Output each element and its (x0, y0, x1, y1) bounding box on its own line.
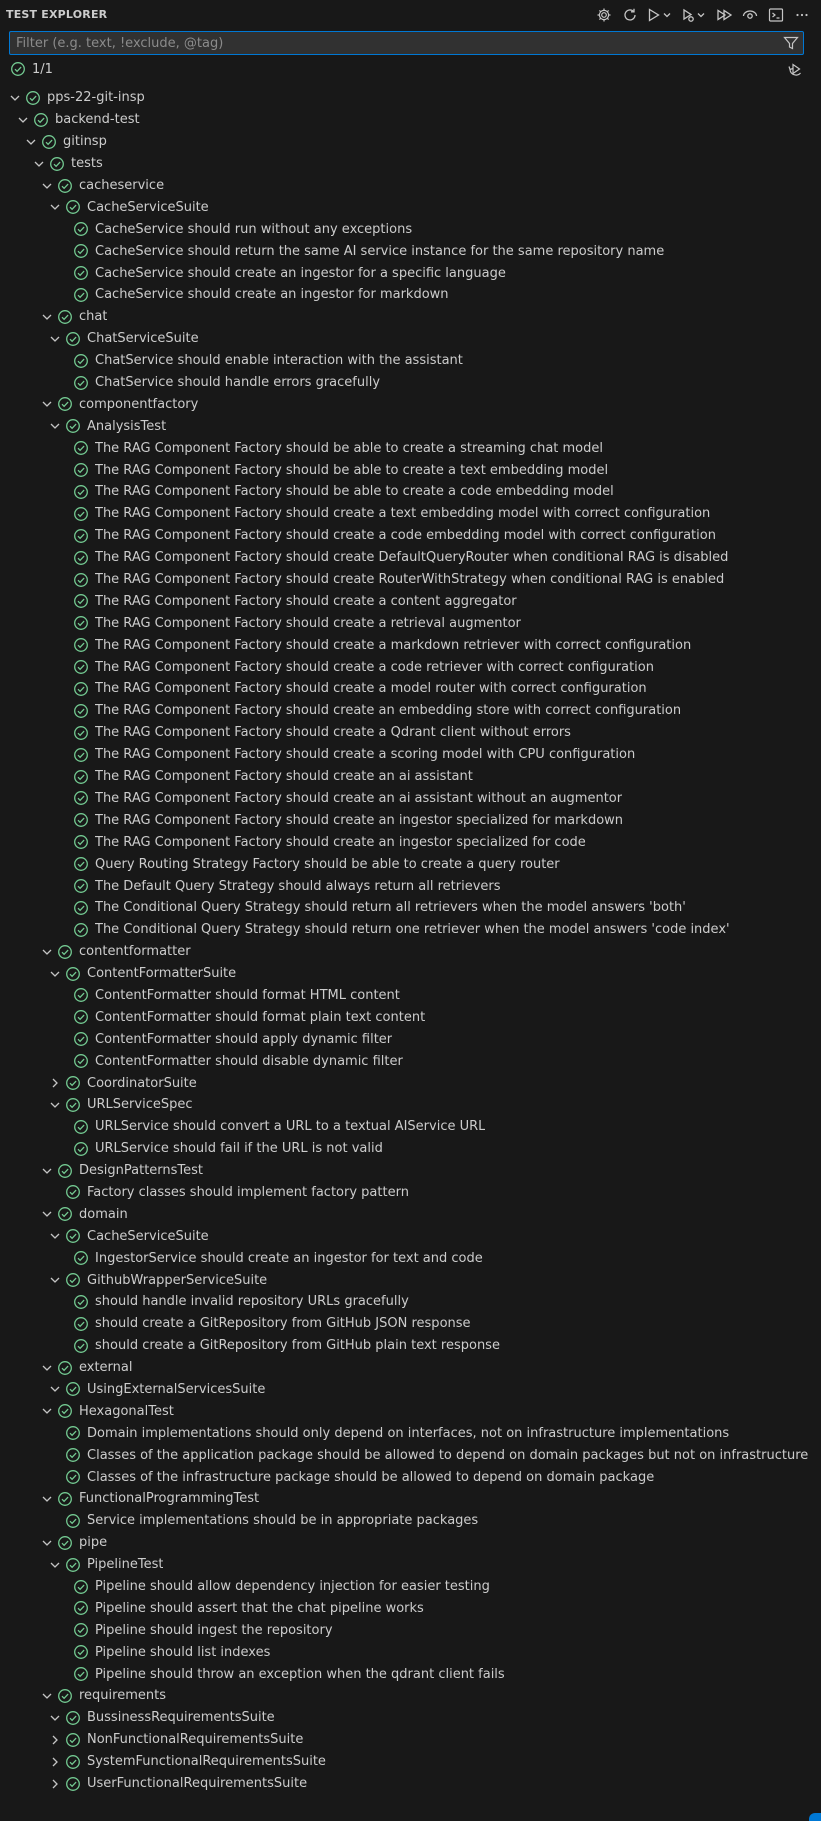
passed-icon (65, 1710, 81, 1726)
passed-icon (65, 331, 81, 347)
tree-item-label: Classes of the infrastructure package should be allowed to depend on domain package (87, 1469, 655, 1485)
tree-item-label: The RAG Component Factory should create an ai assistant without an augmentor (95, 790, 623, 806)
tree-item-label: should create a GitRepository from GitHub JSON response (95, 1316, 471, 1332)
chevron-down-icon[interactable] (7, 90, 23, 106)
passed-icon (73, 243, 89, 259)
tree-item-label: Query Routing Strategy Factory should be able to create a query router (95, 856, 560, 872)
tree-item-label: tests (71, 156, 103, 172)
tree-item-label: BussinessRequirementsSuite (87, 1710, 275, 1726)
tree-item-label: CacheService should run without any exceptions (95, 221, 413, 237)
tree-item-label: The RAG Component Factory should be able to create a code embedding model (95, 484, 614, 500)
chevron-right-icon[interactable] (47, 1776, 63, 1792)
tree-item-label: ContentFormatter should format HTML content (95, 987, 400, 1003)
chevron-down-icon[interactable] (39, 944, 55, 960)
tree-item-label: PipelineTest (87, 1557, 164, 1573)
test-suite-item[interactable] (0, 306, 821, 328)
test-suite-item[interactable] (0, 175, 821, 197)
passed-icon (65, 1097, 81, 1113)
passed-icon (65, 1184, 81, 1200)
tree-item-label: chat (79, 309, 108, 325)
passed-icon (73, 725, 89, 741)
rerun-last-icon[interactable] (787, 60, 805, 78)
test-case-item[interactable] (0, 1510, 821, 1532)
test-suite-item[interactable] (0, 415, 821, 437)
test-case-item[interactable] (0, 919, 821, 941)
passed-icon (57, 1163, 73, 1179)
test-suite-item[interactable] (0, 1225, 821, 1247)
tree-item-label: The RAG Component Factory should create a Qdrant client without errors (95, 725, 571, 741)
chevron-down-icon[interactable] (47, 1228, 63, 1244)
test-suite-item[interactable] (0, 1707, 821, 1729)
passed-icon (65, 1754, 81, 1770)
test-case-item[interactable] (0, 1050, 821, 1072)
chevron-down-icon[interactable] (47, 1097, 63, 1113)
chevron-down-icon[interactable] (47, 966, 63, 982)
tree-item-label: The RAG Component Factory should create a code embedding model with correct configuration (95, 528, 716, 544)
test-suite-item[interactable] (0, 963, 821, 985)
chevron-down-icon[interactable] (39, 396, 55, 412)
chevron-down-icon[interactable] (15, 112, 31, 128)
tree-item-label: cacheservice (79, 178, 165, 193)
passed-icon (73, 462, 89, 478)
tree-item-label: SystemFunctionalRequirementsSuite (87, 1754, 326, 1770)
passed-icon (57, 1688, 73, 1704)
passed-icon (65, 199, 81, 215)
tree-item-label: requirements (79, 1688, 166, 1704)
test-suite-item[interactable] (0, 153, 821, 175)
passed-icon (73, 856, 89, 872)
test-case-item[interactable] (0, 350, 821, 372)
passed-icon (65, 1075, 81, 1091)
chevron-down-icon[interactable] (39, 1206, 55, 1222)
passed-icon (10, 61, 26, 77)
passed-icon (73, 900, 89, 916)
test-suite-item[interactable] (0, 87, 821, 109)
passed-icon (57, 1403, 73, 1419)
passed-icon (73, 922, 89, 938)
tree-item-label: The RAG Component Factory should create an ingestor specialized for code (95, 834, 586, 850)
tree-item-label: The RAG Component Factory should create RouterWithStrategy when conditional RAG is enabled (95, 572, 725, 588)
test-case-item[interactable] (0, 1006, 821, 1028)
tree-item-label: componentfactory (79, 396, 199, 412)
tree-item-label: CacheService should create an ingestor for a specific language (95, 265, 506, 281)
test-case-item[interactable] (0, 1182, 821, 1204)
test-case-item[interactable] (0, 1291, 821, 1313)
test-explorer-header (0, 0, 821, 29)
filter-icon[interactable] (783, 35, 799, 51)
tree-item-label: UserFunctionalRequirementsSuite (87, 1776, 308, 1792)
test-case-item[interactable] (0, 240, 821, 262)
test-case-item[interactable] (0, 766, 821, 788)
test-case-item[interactable] (0, 437, 821, 459)
refresh-icon[interactable] (619, 4, 641, 26)
test-suite-item[interactable] (0, 1729, 821, 1751)
test-case-item[interactable] (0, 612, 821, 634)
passed-icon (73, 265, 89, 281)
tree-item-label: UsingExternalServicesSuite (87, 1381, 266, 1397)
chevron-down-icon[interactable] (39, 309, 55, 325)
test-case-item[interactable] (0, 1138, 821, 1160)
passed-icon (57, 396, 73, 412)
test-tree (0, 87, 821, 1794)
tree-item-label: Service implementations should be in appropriate packages (87, 1513, 479, 1529)
passed-icon (73, 1644, 89, 1660)
tree-item-label: pps-22-git-insp (47, 90, 145, 106)
test-case-item[interactable] (0, 678, 821, 700)
passed-icon (73, 528, 89, 544)
passed-icon (57, 1360, 73, 1376)
test-case-item[interactable] (0, 218, 821, 240)
chevron-down-icon[interactable] (31, 156, 47, 172)
passed-icon (73, 440, 89, 456)
passed-icon (73, 375, 89, 391)
test-case-item[interactable] (0, 831, 821, 853)
passed-icon (73, 1250, 89, 1266)
passed-icon (73, 1622, 89, 1638)
chevron-down-icon[interactable] (47, 1381, 63, 1397)
passed-icon (65, 1381, 81, 1397)
tree-item-label: ChatService should enable interaction with the assistant (95, 353, 463, 369)
tree-item-label: backend-test (55, 112, 140, 128)
test-case-item[interactable] (0, 1116, 821, 1138)
test-suite-item[interactable] (0, 1357, 821, 1379)
test-summary (10, 60, 53, 78)
tree-item-label: contentformatter (79, 944, 191, 960)
tree-item-label: Pipeline should ingest the repository (95, 1622, 333, 1638)
tree-item-label: Domain implementations should only depend on interfaces, not on infrastructure implementations (87, 1425, 730, 1441)
tree-item-label: Factory classes should implement factory pattern (87, 1184, 409, 1200)
tree-item-label: CacheService should return the same AI service instance for the same repository name (95, 243, 665, 259)
debug-tests-button[interactable] (679, 4, 709, 26)
chevron-down-icon[interactable] (39, 1163, 55, 1179)
tree-item-label: domain (79, 1206, 128, 1222)
test-case-item[interactable] (0, 1619, 821, 1641)
passed-icon (73, 1141, 89, 1157)
tree-item-label: The Conditional Query Strategy should return one retriever when the model answers 'code index' (95, 922, 730, 938)
test-case-item[interactable] (0, 569, 821, 591)
test-case-item[interactable] (0, 1597, 821, 1619)
chevron-down-icon[interactable] (47, 1710, 63, 1726)
test-case-item[interactable] (0, 875, 821, 897)
test-case-item[interactable] (0, 1247, 821, 1269)
tree-item-label: HexagonalTest (79, 1403, 174, 1419)
passed-icon (73, 878, 89, 894)
passed-icon (73, 615, 89, 631)
settings-icon[interactable] (593, 4, 615, 26)
tree-item-label: CacheServiceSuite (87, 1228, 209, 1244)
passed-icon (65, 1776, 81, 1792)
chevron-down-icon[interactable] (39, 1403, 55, 1419)
passed-icon (73, 1338, 89, 1354)
tree-item-label: Pipeline should allow dependency injection for easier testing (95, 1579, 490, 1594)
passed-icon (65, 418, 81, 434)
chevron-down-icon[interactable] (39, 1688, 55, 1704)
test-case-item[interactable] (0, 1663, 821, 1685)
passed-icon (65, 966, 81, 982)
tree-item-label: IngestorService should create an ingestor for text and code (95, 1250, 483, 1266)
passed-icon (65, 1447, 81, 1463)
tree-item-label: CacheService should create an ingestor for markdown (95, 287, 449, 303)
tree-item-label: CacheServiceSuite (87, 199, 209, 215)
tree-item-label: The RAG Component Factory should create a code retriever with correct configuration (95, 659, 654, 675)
chevron-right-icon[interactable] (47, 1732, 63, 1748)
test-suite-item[interactable] (0, 109, 821, 131)
passed-icon (73, 769, 89, 785)
tree-item-label: The RAG Component Factory should create a scoring model with CPU configuration (95, 747, 636, 763)
test-case-item[interactable] (0, 1466, 821, 1488)
tree-item-label: ContentFormatter should apply dynamic filter (95, 1031, 393, 1047)
tree-item-label: DesignPatternsTest (79, 1163, 204, 1179)
chevron-down-icon[interactable] (39, 1360, 55, 1376)
passed-icon (57, 1491, 73, 1507)
passed-icon (73, 1053, 89, 1069)
more-icon[interactable] (791, 4, 813, 26)
test-case-item[interactable] (0, 744, 821, 766)
test-case-item[interactable] (0, 372, 821, 394)
test-case-item[interactable] (0, 985, 821, 1007)
passed-icon (33, 112, 49, 128)
chevron-down-icon[interactable] (39, 178, 55, 194)
passed-icon (73, 681, 89, 697)
passed-icon (49, 156, 65, 172)
tree-item-label: The RAG Component Factory should create a content aggregator (95, 593, 517, 609)
passed-icon (65, 1425, 81, 1441)
test-case-item[interactable] (0, 897, 821, 919)
test-case-item[interactable] (0, 700, 821, 722)
passed-icon (73, 1579, 89, 1595)
scrollbar-indicator[interactable] (809, 1813, 821, 1821)
test-case-item[interactable] (0, 459, 821, 481)
chevron-down-icon[interactable] (47, 1272, 63, 1288)
test-suite-item[interactable] (0, 1773, 821, 1795)
tree-item-label: The RAG Component Factory should create an ingestor specialized for markdown (95, 812, 624, 828)
tree-item-label: URLService should convert a URL to a textual AIService URL (95, 1119, 486, 1135)
tree-item-label: Pipeline should assert that the chat pipeline works (95, 1600, 424, 1616)
passed-icon (65, 1513, 81, 1529)
passed-icon (73, 287, 89, 303)
test-suite-item[interactable] (0, 1269, 821, 1291)
test-suite-item[interactable] (0, 1532, 821, 1554)
test-suite-item[interactable] (0, 941, 821, 963)
passed-icon (73, 353, 89, 369)
test-suite-item[interactable] (0, 1554, 821, 1576)
test-case-item[interactable] (0, 262, 821, 284)
test-suite-item[interactable] (0, 1488, 821, 1510)
tree-item-label: pipe (79, 1535, 108, 1551)
passed-icon (57, 178, 73, 194)
tree-item-label: The RAG Component Factory should create an embedding store with correct configuration (95, 703, 682, 719)
test-case-item[interactable] (0, 656, 821, 678)
tree-item-label: ContentFormatterSuite (87, 966, 237, 982)
tree-item-label: The RAG Component Factory should create a markdown retriever with correct configuration (95, 637, 692, 653)
test-count: 1/1 (32, 61, 53, 77)
tree-item-label: should handle invalid repository URLs gracefully (95, 1294, 409, 1310)
test-suite-item[interactable] (0, 131, 821, 153)
passed-icon (73, 790, 89, 806)
passed-icon (73, 484, 89, 500)
test-case-item[interactable] (0, 788, 821, 810)
passed-icon (41, 134, 57, 150)
test-suite-item[interactable] (0, 1072, 821, 1094)
test-suite-item[interactable] (0, 1203, 821, 1225)
test-case-item[interactable] (0, 1444, 821, 1466)
test-suite-item[interactable] (0, 1751, 821, 1773)
tree-item-label: Pipeline should throw an exception when the qdrant client fails (95, 1666, 505, 1682)
test-suite-item[interactable] (0, 393, 821, 415)
passed-icon (73, 1600, 89, 1616)
tree-item-label: The RAG Component Factory should create a retrieval augmentor (95, 615, 521, 631)
chevron-down-icon[interactable] (47, 418, 63, 434)
test-case-item[interactable] (0, 1576, 821, 1598)
chevron-right-icon[interactable] (47, 1075, 63, 1091)
passed-icon (73, 1119, 89, 1135)
test-case-item[interactable] (0, 1313, 821, 1335)
filter-input[interactable] (10, 32, 770, 54)
test-case-item[interactable] (0, 547, 821, 569)
test-case-item[interactable] (0, 1422, 821, 1444)
test-case-item[interactable] (0, 525, 821, 547)
test-case-item[interactable] (0, 1335, 821, 1357)
passed-icon (57, 309, 73, 325)
passed-icon (73, 1031, 89, 1047)
passed-icon (73, 812, 89, 828)
test-suite-item[interactable] (0, 1094, 821, 1116)
passed-icon (73, 1009, 89, 1025)
tree-item-label: ChatServiceSuite (87, 331, 199, 347)
chevron-down-icon[interactable] (39, 1491, 55, 1507)
passed-icon (73, 550, 89, 566)
passed-icon (73, 1294, 89, 1310)
passed-icon (57, 1206, 73, 1222)
passed-icon (65, 1272, 81, 1288)
tree-item-label: ContentFormatter should format plain text content (95, 1009, 426, 1025)
tree-item-label: CoordinatorSuite (87, 1075, 197, 1091)
tree-item-label: should create a GitRepository from GitHub plain text response (95, 1338, 500, 1354)
passed-icon (73, 221, 89, 237)
tree-item-label: Classes of the application package should be allowed to depend on domain packages but not on infrastructure (87, 1447, 809, 1463)
test-case-item[interactable] (0, 284, 821, 306)
passed-icon (73, 1316, 89, 1332)
tree-item-label: URLServiceSpec (87, 1097, 193, 1113)
panel-title: TEST EXPLORER (6, 8, 108, 21)
passed-icon (57, 1535, 73, 1551)
filter-box (9, 31, 804, 55)
terminal-icon[interactable] (765, 4, 787, 26)
passed-icon (73, 637, 89, 653)
test-case-item[interactable] (0, 722, 821, 744)
run-failed-icon[interactable] (713, 4, 735, 26)
test-case-item[interactable] (0, 1028, 821, 1050)
tree-item-label: The Conditional Query Strategy should return all retrievers when the model answers 'both' (95, 900, 686, 916)
watch-icon[interactable] (739, 4, 761, 26)
chevron-down-icon[interactable] (23, 134, 39, 150)
passed-icon (73, 659, 89, 675)
tree-item-label: The RAG Component Factory should create a model router with correct configuration (95, 681, 647, 697)
test-case-item[interactable] (0, 481, 821, 503)
chevron-down-icon[interactable] (47, 1557, 63, 1573)
tree-item-label: ContentFormatter should disable dynamic filter (95, 1053, 403, 1069)
passed-icon (57, 944, 73, 960)
test-case-item[interactable] (0, 809, 821, 831)
run-tests-button[interactable] (645, 4, 675, 26)
tree-item-label: The RAG Component Factory should create DefaultQueryRouter when conditional RAG is disabled (95, 550, 729, 566)
test-case-item[interactable] (0, 1641, 821, 1663)
test-suite-item[interactable] (0, 196, 821, 218)
test-case-item[interactable] (0, 634, 821, 656)
passed-icon (65, 1469, 81, 1485)
test-case-item[interactable] (0, 503, 821, 525)
chevron-right-icon[interactable] (47, 1754, 63, 1770)
test-suite-item[interactable] (0, 1160, 821, 1182)
toolbar (593, 4, 813, 26)
passed-icon (73, 747, 89, 763)
tree-item-label: The RAG Component Factory should create an ai assistant (95, 769, 473, 785)
tree-item-label: The Default Query Strategy should always return all retrievers (95, 878, 501, 894)
tree-item-label: Pipeline should list indexes (95, 1644, 271, 1660)
tree-item-label: The RAG Component Factory should create a text embedding model with correct configuration (95, 506, 711, 522)
tree-item-label: ChatService should handle errors gracefully (95, 375, 381, 391)
passed-icon (73, 834, 89, 850)
chevron-down-icon[interactable] (39, 1535, 55, 1551)
test-suite-item[interactable] (0, 328, 821, 350)
passed-icon (73, 506, 89, 522)
tree-item-label: FunctionalProgrammingTest (79, 1491, 260, 1507)
passed-icon (73, 703, 89, 719)
tree-item-label: GithubWrapperServiceSuite (87, 1272, 268, 1288)
tree-item-label: The RAG Component Factory should be able to create a streaming chat model (95, 440, 603, 456)
tree-item-label: NonFunctionalRequirementsSuite (87, 1732, 304, 1748)
test-suite-item[interactable] (0, 1379, 821, 1401)
passed-icon (73, 572, 89, 588)
tree-item-label: The RAG Component Factory should be able to create a text embedding model (95, 462, 609, 478)
tree-item-label: gitinsp (63, 134, 107, 150)
passed-icon (25, 90, 41, 106)
test-case-item[interactable] (0, 590, 821, 612)
passed-icon (65, 1228, 81, 1244)
passed-icon (65, 1732, 81, 1748)
passed-icon (65, 1557, 81, 1573)
passed-icon (73, 1666, 89, 1682)
tree-item-label: external (79, 1360, 133, 1376)
test-case-item[interactable] (0, 853, 821, 875)
chevron-down-icon[interactable] (47, 331, 63, 347)
passed-icon (73, 593, 89, 609)
tree-item-label: AnalysisTest (87, 418, 167, 434)
test-suite-item[interactable] (0, 1685, 821, 1707)
test-suite-item[interactable] (0, 1400, 821, 1422)
tree-item-label: URLService should fail if the URL is not valid (95, 1141, 383, 1157)
chevron-down-icon[interactable] (47, 199, 63, 215)
passed-icon (73, 987, 89, 1003)
